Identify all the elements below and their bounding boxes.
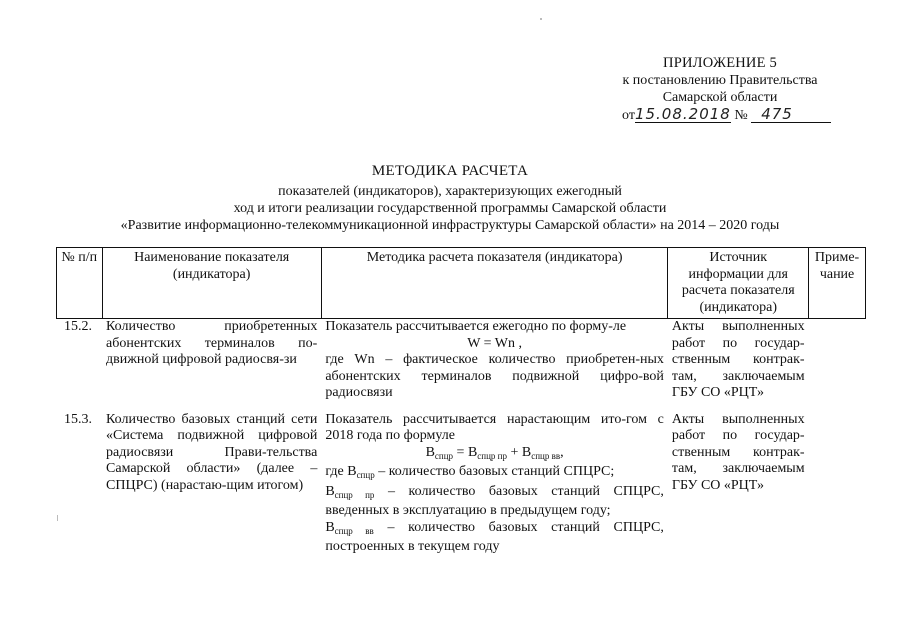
method-explanation-1: где $B_{спцр}$ – количество базовых станций СПЦРС;: [325, 464, 615, 480]
row-spacer: [57, 402, 866, 412]
note-cell: [809, 412, 866, 556]
appendix-label: ПРИЛОЖЕНИЕ 5: [663, 55, 777, 71]
header-method: Методика расчета показателя (индикатора): [321, 248, 668, 319]
header-name: Наименование показателя (индикатора): [102, 248, 321, 319]
title-line-3: «Развитие информационно-телекоммуникационной инфраструктуры Самарской области» на 2014 – 2020 годы: [120, 218, 780, 233]
title-heading: МЕТОДИКА РАСЧЕТА: [371, 163, 529, 179]
row-number: 15.2.: [64, 319, 93, 334]
information-source: Акты выполненных работ по государ-ственным контрак-там, заключаемым ГБУ СО «РЦТ»: [671, 319, 805, 400]
title-line-1: показателей (индикаторов), характеризующих ежегодный: [278, 184, 622, 199]
date-number-line: [560, 107, 880, 124]
row-number: 15.3.: [64, 411, 93, 427]
handwritten-date: 15.08.2018: [634, 105, 731, 123]
from-prefix: от: [622, 108, 635, 123]
method-explanation: где Wn – фактическое количество приобретен-ных абонентских терминалов подвижной цифро-вой радиосвязи: [325, 352, 664, 400]
header-num: № п/п: [57, 248, 103, 319]
handwritten-number: 475: [751, 107, 831, 123]
number-sign: №: [734, 108, 748, 123]
method-explanation-3: $B_{спцр вв}$ – количество базовых станций СПЦРС, построенных в текущем году: [325, 519, 664, 554]
formula: W = Wn ,: [467, 335, 523, 351]
information-source: Акты выполненных работ по государ-ственным контрак-там, заключаемым ГБУ СО «РЦТ»: [671, 411, 805, 493]
indicator-name: Количество базовых станций сети «Система подвижной цифровой радиосвязи Прави-тельства Самарской области» (далее – СПЦРС) (нарастаю-щим итогом): [106, 411, 318, 493]
table-row: [57, 319, 866, 402]
calculation-method: [321, 412, 668, 556]
method-intro: Показатель рассчитывается ежегодно по форму-ле: [325, 319, 627, 334]
method-intro: Показатель рассчитывается нарастающим ито-гом с 2018 года по формуле: [325, 411, 664, 443]
calculation-method: [321, 319, 668, 402]
title-line-2: ход и итоги реализации государственной программы Самарской области: [233, 201, 667, 216]
scan-speck: [540, 18, 542, 20]
formula: $B_{спцр} = B_{спцр пр} + B_{спцр вв}$,: [425, 444, 564, 461]
note-cell: [809, 319, 866, 402]
document-title: [60, 163, 840, 234]
header-source: Источник информации для расчета показателя (индикатора): [668, 248, 809, 319]
document-header: [560, 55, 880, 124]
methodology-table: [56, 247, 866, 556]
indicator-name: Количество приобретенных абонентских терминалов по-движной цифровой радиосвя-зи: [106, 319, 318, 367]
method-explanation-2: $B_{спцр пр}$ – количество базовых станций СПЦРС, введенных в эксплуатацию в предыдущем году;: [325, 483, 664, 518]
resolution-line: к постановлению Правительства: [622, 73, 818, 88]
region-line: Самарской области: [662, 90, 778, 105]
table-header-row: [57, 248, 866, 319]
table-row: [57, 412, 866, 556]
header-note: Приме-чание: [809, 248, 866, 319]
